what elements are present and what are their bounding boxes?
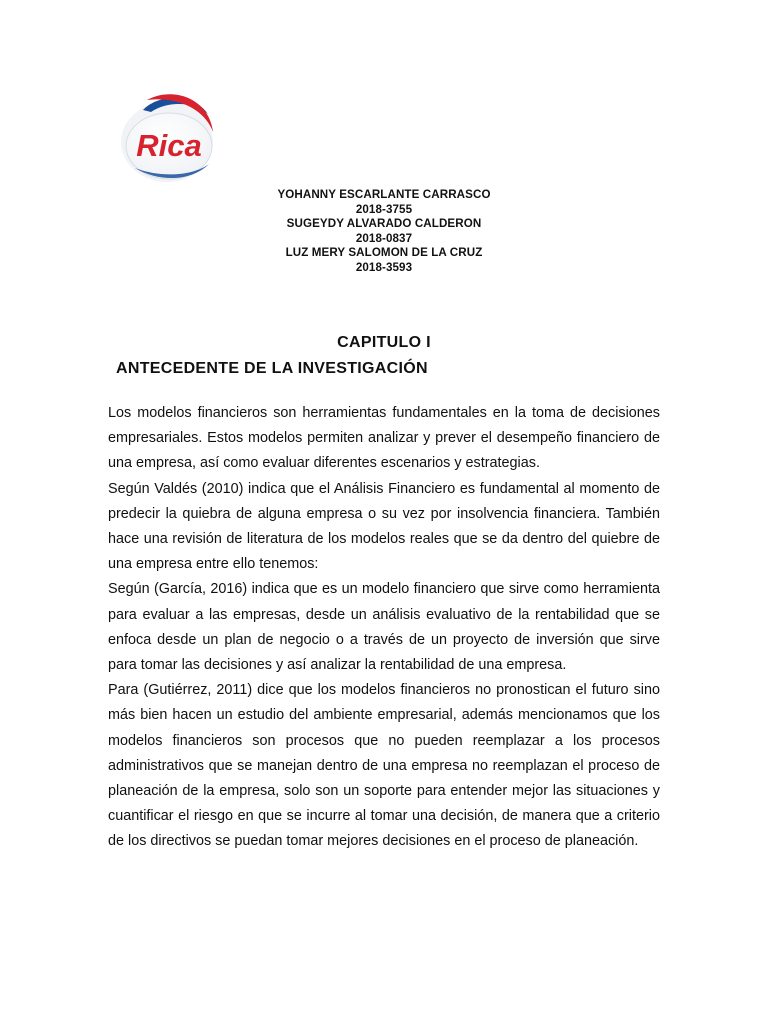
author-id: 2018-3593 — [355, 260, 413, 274]
author-name: SUGEYDY ALVARADO CALDERON — [286, 217, 482, 230]
section-heading: ANTECEDENTE DE LA INVESTIGACIÓN — [116, 360, 428, 377]
author-name: LUZ MERY SALOMON DE LA CRUZ — [285, 246, 483, 259]
author-name: YOHANNY ESCARLANTE CARRASCO — [277, 188, 491, 201]
logo-wordmark: Rica — [136, 128, 202, 163]
author-id: 2018-0837 — [355, 231, 413, 245]
paragraph: Según (García, 2016) indica que es un modelo financiero que sirve como herramienta para evaluar a las empresas, desde un análisis evaluativo de la rentabilidad que se enfoca desde un plan de negocio o a través de un proyecto de inversión que sirve para tomar las decisiones y así analizar la rentabilidad de una empresa. — [108, 581, 660, 674]
rica-logo-graphic — [113, 88, 221, 190]
author-id: 2018-3755 — [355, 202, 413, 216]
rica-logo — [113, 88, 221, 190]
paragraph: Según Valdés (2010) indica que el Análisis Financiero es fundamental al momento de predecir la quiebra de alguna empresa o su vez por insolvencia financiera. También hace una revisión de literatura de los modelos reales que se da dentro del quiebre de una empresa entre ello tenemos: — [108, 480, 660, 573]
chapter-title: CAPITULO I — [337, 334, 431, 351]
body-text — [108, 401, 660, 855]
paragraph: Para (Gutiérrez, 2011) dice que los modelos financieros no pronostican el futuro sino más bien hacen un estudio del ambiente empresarial, además mencionamos que los modelos financieros son procesos que no pueden reemplazar a los procesos administrativos que se manejan dentro de una empresa no reemplazan el proceso de planeación de la empresa, solo son un soporte para entender mejor las situaciones y cuantificar el riesgo en que se incurre al tomar una decisión, de manera que a criterio de los directivos se puedan tomar mejores decisiones en el proceso de planeación. — [108, 682, 660, 850]
author-list — [0, 188, 768, 275]
paragraph: Los modelos financieros son herramientas fundamentales en la toma de decisiones empresariales. Estos modelos permiten analizar y prever el desempeño financiero de una empresa, así como evaluar diferentes escenarios y estrategias. — [108, 405, 660, 472]
